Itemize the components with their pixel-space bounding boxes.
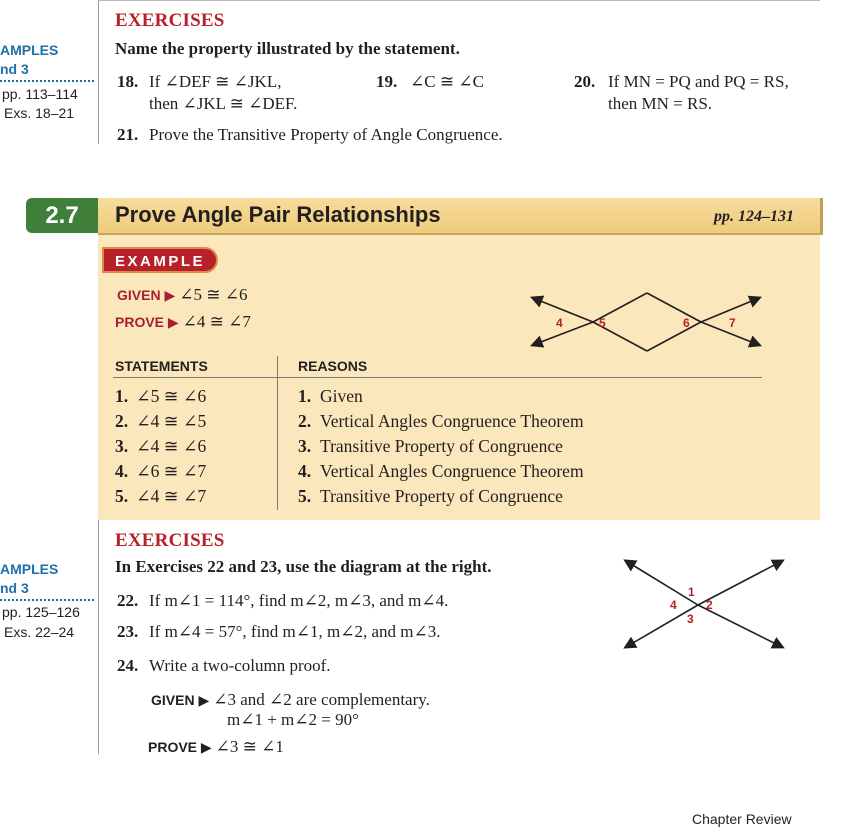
statement-number: 4.: [115, 461, 129, 481]
table-row: [298, 435, 563, 457]
example-diagram: [525, 287, 765, 357]
exercise-text: then ∠JKL ≅ ∠DEF.: [149, 94, 298, 113]
reason-number: 1.: [298, 386, 312, 406]
diagram-line: [533, 322, 593, 345]
exercise-text: Prove the Transitive Property of Angle Congruence.: [149, 125, 503, 144]
prove-statement: [115, 312, 251, 332]
example-badge: EXAMPLE: [102, 247, 218, 273]
prove-statement: [148, 737, 284, 757]
statement-number: 5.: [115, 486, 129, 506]
side-exercise-ref: Exs. 22–24: [4, 624, 75, 640]
table-row: [115, 410, 206, 432]
exercise-18: [117, 71, 297, 115]
exercise-21: [117, 125, 503, 145]
side-examples-subheading: nd 3: [0, 580, 29, 596]
exercise-text: If ∠DEF ≅ ∠JKL,: [149, 72, 282, 91]
exercise-number: 18.: [117, 72, 139, 91]
exercise-text: then MN = RS.: [608, 94, 713, 113]
angle-label: 4: [556, 316, 563, 330]
given-text: ∠5 ≅ ∠6: [179, 285, 248, 304]
statement-text: ∠4 ≅ ∠5: [136, 411, 207, 431]
diagram-line: [533, 298, 593, 322]
side-examples-heading: AMPLES: [0, 42, 59, 58]
statement-text: ∠4 ≅ ∠7: [136, 486, 207, 506]
angle-label: 2: [706, 598, 713, 612]
statement-number: 3.: [115, 436, 129, 456]
given-label: GIVEN ▶: [151, 692, 210, 708]
reason-number: 4.: [298, 461, 312, 481]
table-row: [115, 385, 206, 407]
prove-text: ∠3 ≅ ∠1: [215, 737, 284, 756]
exercise-20: [574, 71, 789, 115]
vertical-angles-diagram: [620, 555, 790, 655]
angle-label: 7: [729, 316, 736, 330]
exercise-19: [376, 71, 484, 93]
reason-text: Vertical Angles Congruence Theorem: [320, 411, 584, 431]
given-text: ∠3 and ∠2 are complementary.: [213, 690, 430, 709]
table-row: [298, 385, 363, 407]
exercises-heading: EXERCISES: [115, 530, 225, 551]
angle-label: 1: [688, 585, 695, 599]
given-label: GIVEN ▶: [117, 287, 176, 303]
exercise-24: [117, 656, 331, 676]
exercise-text: Write a two-column proof.: [149, 656, 331, 675]
exercise-22: [117, 591, 448, 611]
statement-number: 1.: [115, 386, 129, 406]
table-row: [298, 410, 584, 432]
table-row: [115, 435, 206, 457]
exercise-23: [117, 622, 441, 642]
angle-label: 4: [670, 598, 677, 612]
instruction-text: Name the property illustrated by the statement.: [115, 39, 460, 58]
margin-rule-top: [98, 0, 99, 144]
exercise-text: If m∠1 = 114°, find m∠2, m∠3, and m∠4.: [149, 591, 449, 610]
section-number: 2.7: [26, 198, 98, 233]
table-row: [298, 485, 563, 507]
exercises-heading: EXERCISES: [115, 10, 225, 31]
given-text-line2: m∠1 + m∠2 = 90°: [227, 710, 359, 729]
margin-rule-bottom: [98, 520, 99, 754]
statement-text: ∠5 ≅ ∠6: [136, 386, 207, 406]
side-examples-subheading: nd 3: [0, 61, 29, 77]
table-row: [298, 460, 584, 482]
side-dotted-divider: [0, 599, 94, 601]
statement-text: ∠4 ≅ ∠6: [136, 436, 207, 456]
diagram-line: [647, 293, 701, 322]
table-column-rule: [277, 356, 278, 510]
angle-label: 6: [683, 316, 690, 330]
table-header-rule: [113, 377, 762, 378]
exercise-number: 24.: [117, 656, 139, 675]
reason-text: Vertical Angles Congruence Theorem: [320, 461, 584, 481]
statement-number: 2.: [115, 411, 129, 431]
reason-number: 5.: [298, 486, 312, 506]
exercise-text: If m∠4 = 57°, find m∠1, m∠2, and m∠3.: [149, 622, 441, 641]
side-page-ref: pp. 125–126: [2, 604, 80, 620]
reason-number: 3.: [298, 436, 312, 456]
prove-label: PROVE ▶: [148, 739, 212, 755]
angle-label: 5: [599, 316, 606, 330]
exercise-number: 20.: [574, 72, 596, 91]
exercise-text: If MN = PQ and PQ = RS,: [608, 72, 789, 91]
top-rule: [98, 0, 820, 1]
exercise-number: 21.: [117, 125, 139, 144]
side-exercise-ref: Exs. 18–21: [4, 105, 75, 121]
statements-header: STATEMENTS: [115, 358, 208, 374]
exercise-text: ∠C ≅ ∠C: [410, 72, 484, 91]
instruction-text: In Exercises 22 and 23, use the diagram at the right.: [115, 557, 492, 576]
given-statement: [151, 689, 430, 712]
table-row: [115, 460, 206, 482]
table-row: [115, 485, 206, 507]
reason-number: 2.: [298, 411, 312, 431]
diagram-line: [647, 322, 701, 351]
section-pages: pp. 124–131: [714, 208, 794, 225]
footer-chapter-review: Chapter Review: [692, 811, 792, 827]
given-statement: [117, 285, 247, 305]
angle-label: 3: [687, 612, 694, 626]
statement-text: ∠6 ≅ ∠7: [136, 461, 207, 481]
exercise-number: 23.: [117, 622, 139, 641]
prove-label: PROVE ▶: [115, 314, 179, 330]
side-dotted-divider: [0, 80, 94, 82]
reasons-header: REASONS: [298, 358, 368, 374]
side-examples-heading: AMPLES: [0, 561, 59, 577]
side-page-ref: pp. 113–114: [2, 86, 78, 102]
prove-text: ∠4 ≅ ∠7: [182, 312, 251, 331]
section-title: Prove Angle Pair Relationships: [115, 202, 441, 227]
reason-text: Given: [320, 386, 363, 406]
reason-text: Transitive Property of Congruence: [320, 486, 563, 506]
exercise-number: 19.: [376, 72, 398, 91]
reason-text: Transitive Property of Congruence: [320, 436, 563, 456]
exercise-number: 22.: [117, 591, 139, 610]
